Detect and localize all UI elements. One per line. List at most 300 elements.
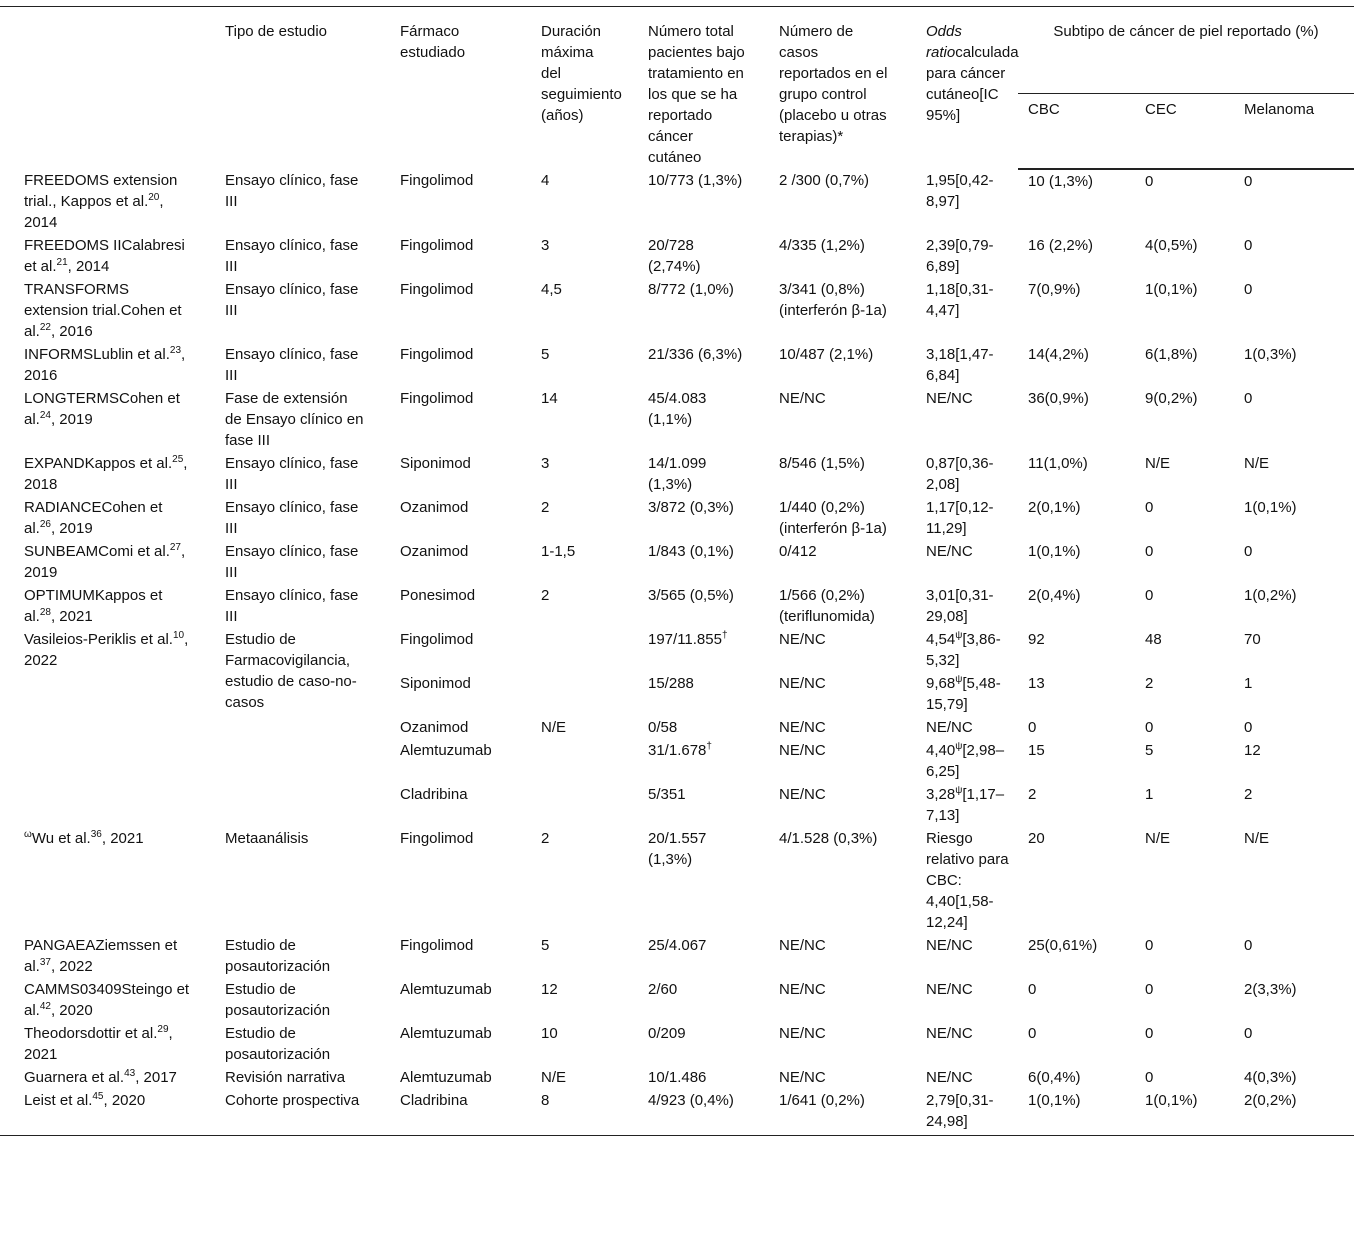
total-text: 20/1.557 (1,3%) xyxy=(648,830,707,868)
total-text: 15/288 xyxy=(648,675,694,692)
duracion-text: 10 xyxy=(541,1025,558,1042)
reference-text: FREEDOMS IICalabresi et al. xyxy=(24,237,185,275)
cell-total xyxy=(624,716,755,739)
melanoma-text: 0 xyxy=(1244,543,1253,560)
cell-total xyxy=(624,234,755,278)
odds-ratio-text: NE/NC xyxy=(926,390,973,407)
odds-ratio-text: 1,18[0,31-4,47] xyxy=(926,281,994,319)
reference-text: PANGAEAZiemssen et al. xyxy=(24,937,178,975)
control-text: NE/NC xyxy=(779,631,826,648)
cec-text: N/E xyxy=(1145,830,1171,847)
reference-citation: 25 xyxy=(172,454,184,465)
table-row xyxy=(0,343,1354,387)
cell-total xyxy=(624,169,755,234)
cell-odds-ratio xyxy=(902,234,1018,278)
header-row xyxy=(0,7,1354,94)
cec-text: 1(0,1%) xyxy=(1145,1092,1198,1109)
odds-ratio-text: 4,40 xyxy=(926,742,956,759)
control-text: NE/NC xyxy=(779,675,826,692)
cell-melanoma xyxy=(1234,1066,1354,1089)
cec-text: 9(0,2%) xyxy=(1145,390,1198,407)
cell-cec xyxy=(1135,1022,1234,1066)
cell-cbc xyxy=(1018,739,1135,783)
cell-cbc xyxy=(1018,584,1135,628)
cell-total xyxy=(624,628,755,672)
cell-tipo xyxy=(201,278,376,343)
cec-text: 6(1,8%) xyxy=(1145,346,1198,363)
cec-text: 0 xyxy=(1145,937,1154,954)
cec-text: 1(0,1%) xyxy=(1145,281,1198,298)
control-text: NE/NC xyxy=(779,1025,826,1042)
cbc-text: 15 xyxy=(1028,742,1045,759)
cell-control xyxy=(755,1066,902,1089)
duracion-text: 2 xyxy=(541,587,550,604)
cec-text: 0 xyxy=(1145,1025,1154,1042)
cell-cbc xyxy=(1018,1066,1135,1089)
cell-reference xyxy=(0,169,201,234)
cell-control xyxy=(755,1089,902,1136)
cell-cec xyxy=(1135,739,1234,783)
cbc-text: 10 (1,3%) xyxy=(1028,173,1094,190)
cell-melanoma xyxy=(1234,1022,1354,1066)
reference-citation: 37 xyxy=(39,957,51,968)
duracion-text: 4,5 xyxy=(541,281,562,298)
cell-farmaco xyxy=(376,584,517,628)
control-text: 0/412 xyxy=(779,543,817,560)
cbc-text: 7(0,9%) xyxy=(1028,281,1081,298)
cell-duracion xyxy=(517,716,624,739)
duracion-text: 5 xyxy=(541,937,550,954)
tipo-text: Ensayo clínico, fase III xyxy=(225,499,359,537)
cell-odds-ratio xyxy=(902,628,1018,672)
cell-tipo xyxy=(201,540,376,584)
cell-duracion xyxy=(517,783,624,827)
cell-tipo xyxy=(201,978,376,1022)
reference-text: Wu et al. xyxy=(31,830,91,847)
reference-text: Guarnera et al. xyxy=(24,1069,125,1086)
cell-farmaco xyxy=(376,827,517,934)
cell-farmaco xyxy=(376,496,517,540)
skin-cancer-table xyxy=(0,6,1354,1136)
reference-citation: 42 xyxy=(39,1001,51,1012)
cell-cbc xyxy=(1018,278,1135,343)
cbc-text: 2(0,4%) xyxy=(1028,587,1081,604)
melanoma-text: 0 xyxy=(1244,719,1253,736)
tipo-text: Ensayo clínico, fase III xyxy=(225,237,359,275)
cell-duracion xyxy=(517,672,624,716)
cec-text: 5 xyxy=(1145,742,1154,759)
header-duracion: Duración máxima del seguimiento (años) xyxy=(517,7,624,170)
cec-text: 0 xyxy=(1145,543,1154,560)
cell-cec xyxy=(1135,452,1234,496)
odds-ratio-text: 1,95[0,42-8,97] xyxy=(926,172,994,210)
odds-ratio-text: Riesgo relativo para CBC: 4,40[1,58-12,24] xyxy=(926,830,1009,931)
reference-citation: 24 xyxy=(39,410,51,421)
cell-total xyxy=(624,496,755,540)
cec-text: N/E xyxy=(1145,455,1171,472)
cell-duracion xyxy=(517,452,624,496)
odds-ratio-ci: [3,86-5,32] xyxy=(926,631,1001,669)
reference-text: RADIANCECohen et al. xyxy=(24,499,163,537)
table-row xyxy=(0,978,1354,1022)
cbc-text: 11(1,0%) xyxy=(1028,455,1088,472)
cell-control xyxy=(755,343,902,387)
cell-duracion xyxy=(517,978,624,1022)
cell-cbc xyxy=(1018,827,1135,934)
cell-melanoma xyxy=(1234,1089,1354,1136)
header-odds-ratio xyxy=(902,7,1018,170)
cell-total xyxy=(624,827,755,934)
control-text: 1/440 (0,2%) (interferón β-1a) xyxy=(779,499,887,537)
cell-odds-ratio xyxy=(902,672,1018,716)
duracion-text: 4 xyxy=(541,172,550,189)
duracion-text: N/E xyxy=(541,1069,567,1086)
duracion-text: 2 xyxy=(541,499,550,516)
cell-cbc xyxy=(1018,496,1135,540)
cell-melanoma xyxy=(1234,169,1354,234)
odds-ratio-text: 0,87[0,36-2,08] xyxy=(926,455,994,493)
total-text: 3/872 (0,3%) xyxy=(648,499,734,516)
melanoma-text: 2(0,2%) xyxy=(1244,1092,1297,1109)
reference-year: , 2021 xyxy=(101,830,144,847)
melanoma-text: 0 xyxy=(1244,281,1253,298)
farmaco-text: Fingolimod xyxy=(400,390,474,407)
cell-cec xyxy=(1135,1066,1234,1089)
cbc-text: 36(0,9%) xyxy=(1028,390,1089,407)
cell-odds-ratio xyxy=(902,387,1018,452)
cell-farmaco xyxy=(376,169,517,234)
cell-odds-ratio xyxy=(902,452,1018,496)
cell-cec xyxy=(1135,343,1234,387)
reference-citation: 22 xyxy=(39,322,51,333)
duracion-text: 2 xyxy=(541,830,550,847)
cell-melanoma xyxy=(1234,739,1354,783)
cec-text: 0 xyxy=(1145,499,1154,516)
cell-reference xyxy=(0,496,201,540)
table-row xyxy=(0,628,1354,672)
cell-reference xyxy=(0,343,201,387)
header-tipo: Tipo de estudio xyxy=(201,7,376,170)
reference-citation: 36 xyxy=(90,829,102,840)
cell-farmaco xyxy=(376,1066,517,1089)
reference-text: FREEDOMS extension trial., Kappos et al. xyxy=(24,172,178,210)
farmaco-text: Cladribina xyxy=(400,1092,468,1109)
cell-melanoma xyxy=(1234,343,1354,387)
cell-farmaco xyxy=(376,278,517,343)
cell-duracion xyxy=(517,387,624,452)
total-text: 8/772 (1,0%) xyxy=(648,281,734,298)
duracion-text: 1-1,5 xyxy=(541,543,576,560)
total-text: 3/565 (0,5%) xyxy=(648,587,734,604)
odds-ratio-text: 4,54 xyxy=(926,631,956,648)
cell-melanoma xyxy=(1234,278,1354,343)
reference-text: Vasileios-Periklis et al. xyxy=(24,631,173,648)
cell-duracion xyxy=(517,1022,624,1066)
cell-farmaco xyxy=(376,716,517,739)
farmaco-text: Ponesimod xyxy=(400,587,476,604)
cbc-text: 20 xyxy=(1028,830,1045,847)
control-text: NE/NC xyxy=(779,1069,826,1086)
farmaco-text: Alemtuzumab xyxy=(400,742,492,759)
cell-farmaco xyxy=(376,387,517,452)
cell-duracion xyxy=(517,1089,624,1136)
reference-text: SUNBEAMComi et al. xyxy=(24,543,170,560)
cell-odds-ratio xyxy=(902,739,1018,783)
cell-total xyxy=(624,387,755,452)
cell-cec xyxy=(1135,1089,1234,1136)
tipo-text: Fase de extensión de Ensayo clínico en fase III xyxy=(225,390,364,449)
cell-control xyxy=(755,934,902,978)
cell-tipo xyxy=(201,234,376,278)
cell-melanoma xyxy=(1234,387,1354,452)
odds-ratio-ci: [5,48-15,79] xyxy=(926,675,1001,713)
total-text: 10/1.486 xyxy=(648,1069,707,1086)
cell-odds-ratio xyxy=(902,540,1018,584)
reference-citation: 27 xyxy=(169,542,181,553)
cell-cbc xyxy=(1018,1022,1135,1066)
total-text: 197/11.855 xyxy=(648,631,722,648)
cbc-text: 2 xyxy=(1028,786,1037,803)
cell-control xyxy=(755,234,902,278)
reference-citation: 10 xyxy=(172,630,185,641)
cell-cec xyxy=(1135,716,1234,739)
melanoma-text: 1(0,1%) xyxy=(1244,499,1297,516)
cec-text: 0 xyxy=(1145,587,1154,604)
total-text: 1/843 (0,1%) xyxy=(648,543,734,560)
cell-control xyxy=(755,978,902,1022)
melanoma-text: 1(0,3%) xyxy=(1244,346,1297,363)
farmaco-text: Ozanimod xyxy=(400,719,469,736)
cell-control xyxy=(755,387,902,452)
reference-marker: ω xyxy=(24,829,32,840)
farmaco-text: Fingolimod xyxy=(400,172,474,189)
reference-year: , 2017 xyxy=(135,1069,177,1086)
cell-reference xyxy=(0,628,201,827)
farmaco-text: Alemtuzumab xyxy=(400,1069,492,1086)
reference-text: OPTIMUMKappos et al. xyxy=(24,587,163,625)
total-text: 4/923 (0,4%) xyxy=(648,1092,734,1109)
cec-text: 0 xyxy=(1145,1069,1154,1086)
farmaco-text: Cladribina xyxy=(400,786,468,803)
cell-cec xyxy=(1135,628,1234,672)
cell-tipo xyxy=(201,1066,376,1089)
cbc-text: 0 xyxy=(1028,981,1037,998)
tipo-text: Estudio de Farmacovigilancia, estudio de caso-no-casos xyxy=(225,631,357,711)
cell-cec xyxy=(1135,278,1234,343)
odds-ratio-text: 3,18[1,47-6,84] xyxy=(926,346,994,384)
cell-reference xyxy=(0,278,201,343)
odds-ratio-text: 2,79[0,31-24,98] xyxy=(926,1092,994,1130)
cell-duracion xyxy=(517,496,624,540)
cell-reference xyxy=(0,978,201,1022)
tipo-text: Ensayo clínico, fase III xyxy=(225,172,359,210)
melanoma-text: 1 xyxy=(1244,675,1253,692)
reference-year: , 2022 xyxy=(50,958,93,975)
duracion-text: 14 xyxy=(541,390,558,407)
cell-total xyxy=(624,278,755,343)
tipo-text: Estudio de posautorización xyxy=(225,937,331,975)
cell-reference xyxy=(0,1066,201,1089)
cell-melanoma xyxy=(1234,934,1354,978)
odds-ratio-marker: ψ xyxy=(955,785,963,796)
total-text: 31/1.678 xyxy=(648,742,707,759)
table-row xyxy=(0,496,1354,540)
cec-text: 2 xyxy=(1145,675,1154,692)
cell-cbc xyxy=(1018,387,1135,452)
cell-duracion xyxy=(517,1066,624,1089)
cell-total xyxy=(624,343,755,387)
tipo-text: Revisión narrativa xyxy=(225,1069,346,1086)
cell-tipo xyxy=(201,1022,376,1066)
cec-text: 0 xyxy=(1145,981,1154,998)
reference-citation: 20 xyxy=(148,192,160,203)
cell-control xyxy=(755,496,902,540)
cell-control xyxy=(755,628,902,672)
cell-total xyxy=(624,1089,755,1136)
table-row xyxy=(0,1066,1354,1089)
melanoma-text: 2 xyxy=(1244,786,1253,803)
cell-farmaco xyxy=(376,1022,517,1066)
cell-farmaco xyxy=(376,739,517,783)
reference-citation: 45 xyxy=(92,1091,104,1102)
cell-reference xyxy=(0,934,201,978)
cell-cbc xyxy=(1018,540,1135,584)
total-text: 25/4.067 xyxy=(648,937,707,954)
cell-reference xyxy=(0,452,201,496)
header-cec: CEC xyxy=(1135,93,1234,169)
cell-farmaco xyxy=(376,783,517,827)
cell-tipo xyxy=(201,169,376,234)
tipo-text: Metaanálisis xyxy=(225,830,309,847)
cell-total xyxy=(624,783,755,827)
cell-cbc xyxy=(1018,169,1135,234)
table-row xyxy=(0,1089,1354,1136)
cell-cec xyxy=(1135,934,1234,978)
odds-ratio-text: NE/NC xyxy=(926,719,973,736)
cell-reference xyxy=(0,540,201,584)
cell-melanoma xyxy=(1234,452,1354,496)
cell-total xyxy=(624,584,755,628)
cell-odds-ratio xyxy=(902,343,1018,387)
cec-text: 4(0,5%) xyxy=(1145,237,1198,254)
cell-total xyxy=(624,452,755,496)
reference-year: , 2018 xyxy=(24,455,188,493)
cec-text: 48 xyxy=(1145,631,1162,648)
total-text: 20/728 (2,74%) xyxy=(648,237,701,275)
cell-farmaco xyxy=(376,343,517,387)
cell-control xyxy=(755,827,902,934)
reference-text: EXPANDKappos et al. xyxy=(24,455,173,472)
control-text: 1/641 (0,2%) xyxy=(779,1092,865,1109)
cell-duracion xyxy=(517,628,624,672)
tipo-text: Ensayo clínico, fase III xyxy=(225,281,359,319)
melanoma-text: 0 xyxy=(1244,173,1253,190)
cell-total xyxy=(624,1066,755,1089)
cell-reference xyxy=(0,1089,201,1136)
cbc-text: 16 (2,2%) xyxy=(1028,237,1094,254)
cell-duracion xyxy=(517,234,624,278)
cell-control xyxy=(755,783,902,827)
cell-reference xyxy=(0,1022,201,1066)
melanoma-text: 0 xyxy=(1244,937,1253,954)
reference-year: , 2021 xyxy=(24,1025,173,1063)
header-control: Número de casos reportados en el grupo control (placebo u otras terapias)* xyxy=(755,7,902,170)
cbc-text: 92 xyxy=(1028,631,1045,648)
farmaco-text: Fingolimod xyxy=(400,830,474,847)
tipo-text: Ensayo clínico, fase III xyxy=(225,587,359,625)
cell-melanoma xyxy=(1234,672,1354,716)
reference-citation: 26 xyxy=(39,519,51,530)
reference-citation: 43 xyxy=(124,1068,136,1079)
control-text: NE/NC xyxy=(779,719,826,736)
cell-farmaco xyxy=(376,672,517,716)
cell-odds-ratio xyxy=(902,1066,1018,1089)
reference-text: Theodorsdottir et al. xyxy=(24,1025,158,1042)
cell-control xyxy=(755,540,902,584)
duracion-text: 3 xyxy=(541,237,550,254)
odds-ratio-text: 1,17[0,12-11,29] xyxy=(926,499,994,537)
odds-ratio-text: NE/NC xyxy=(926,1025,973,1042)
cell-odds-ratio xyxy=(902,827,1018,934)
header-cbc: CBC xyxy=(1018,93,1135,169)
odds-ratio-text: NE/NC xyxy=(926,1069,973,1086)
melanoma-text: 0 xyxy=(1244,237,1253,254)
cell-odds-ratio xyxy=(902,716,1018,739)
farmaco-text: Alemtuzumab xyxy=(400,1025,492,1042)
melanoma-text: 12 xyxy=(1244,742,1261,759)
odds-ratio-text: NE/NC xyxy=(926,937,973,954)
tipo-text: Cohorte prospectiva xyxy=(225,1092,360,1109)
cell-farmaco xyxy=(376,540,517,584)
cell-melanoma xyxy=(1234,827,1354,934)
control-text: NE/NC xyxy=(779,981,826,998)
header-subgroup: Subtipo de cáncer de piel reportado (%) xyxy=(1018,7,1354,94)
cell-reference xyxy=(0,827,201,934)
farmaco-text: Ozanimod xyxy=(400,543,469,560)
table-row xyxy=(0,234,1354,278)
cbc-text: 0 xyxy=(1028,1025,1037,1042)
farmaco-text: Siponimod xyxy=(400,675,471,692)
cell-cbc xyxy=(1018,452,1135,496)
cbc-text: 13 xyxy=(1028,675,1045,692)
tipo-text: Estudio de posautorización xyxy=(225,1025,331,1063)
cbc-text: 1(0,1%) xyxy=(1028,543,1081,560)
cbc-text: 6(0,4%) xyxy=(1028,1069,1081,1086)
cell-reference xyxy=(0,234,201,278)
cell-cec xyxy=(1135,387,1234,452)
cbc-text: 0 xyxy=(1028,719,1037,736)
total-text: 45/4.083 (1,1%) xyxy=(648,390,707,428)
header-total: Número total pacientes bajo tratamiento en los que se ha reportado cáncer cutáneo xyxy=(624,7,755,170)
odds-ratio-ci: [1,17–7,13] xyxy=(926,786,1005,824)
header-odds-ratio-italic: Odds ratio xyxy=(926,23,962,61)
farmaco-text: Siponimod xyxy=(400,455,471,472)
tipo-text: Ensayo clínico, fase III xyxy=(225,346,359,384)
cell-duracion xyxy=(517,584,624,628)
cell-odds-ratio xyxy=(902,783,1018,827)
table-row xyxy=(0,584,1354,628)
cell-cec xyxy=(1135,978,1234,1022)
cell-total xyxy=(624,1022,755,1066)
melanoma-text: 0 xyxy=(1244,1025,1253,1042)
cell-cec xyxy=(1135,169,1234,234)
control-text: 3/341 (0,8%) (interferón β-1a) xyxy=(779,281,887,319)
cell-farmaco xyxy=(376,978,517,1022)
cell-control xyxy=(755,739,902,783)
cec-text: 1 xyxy=(1145,786,1154,803)
reference-year: , 2019 xyxy=(50,520,93,537)
cell-control xyxy=(755,278,902,343)
